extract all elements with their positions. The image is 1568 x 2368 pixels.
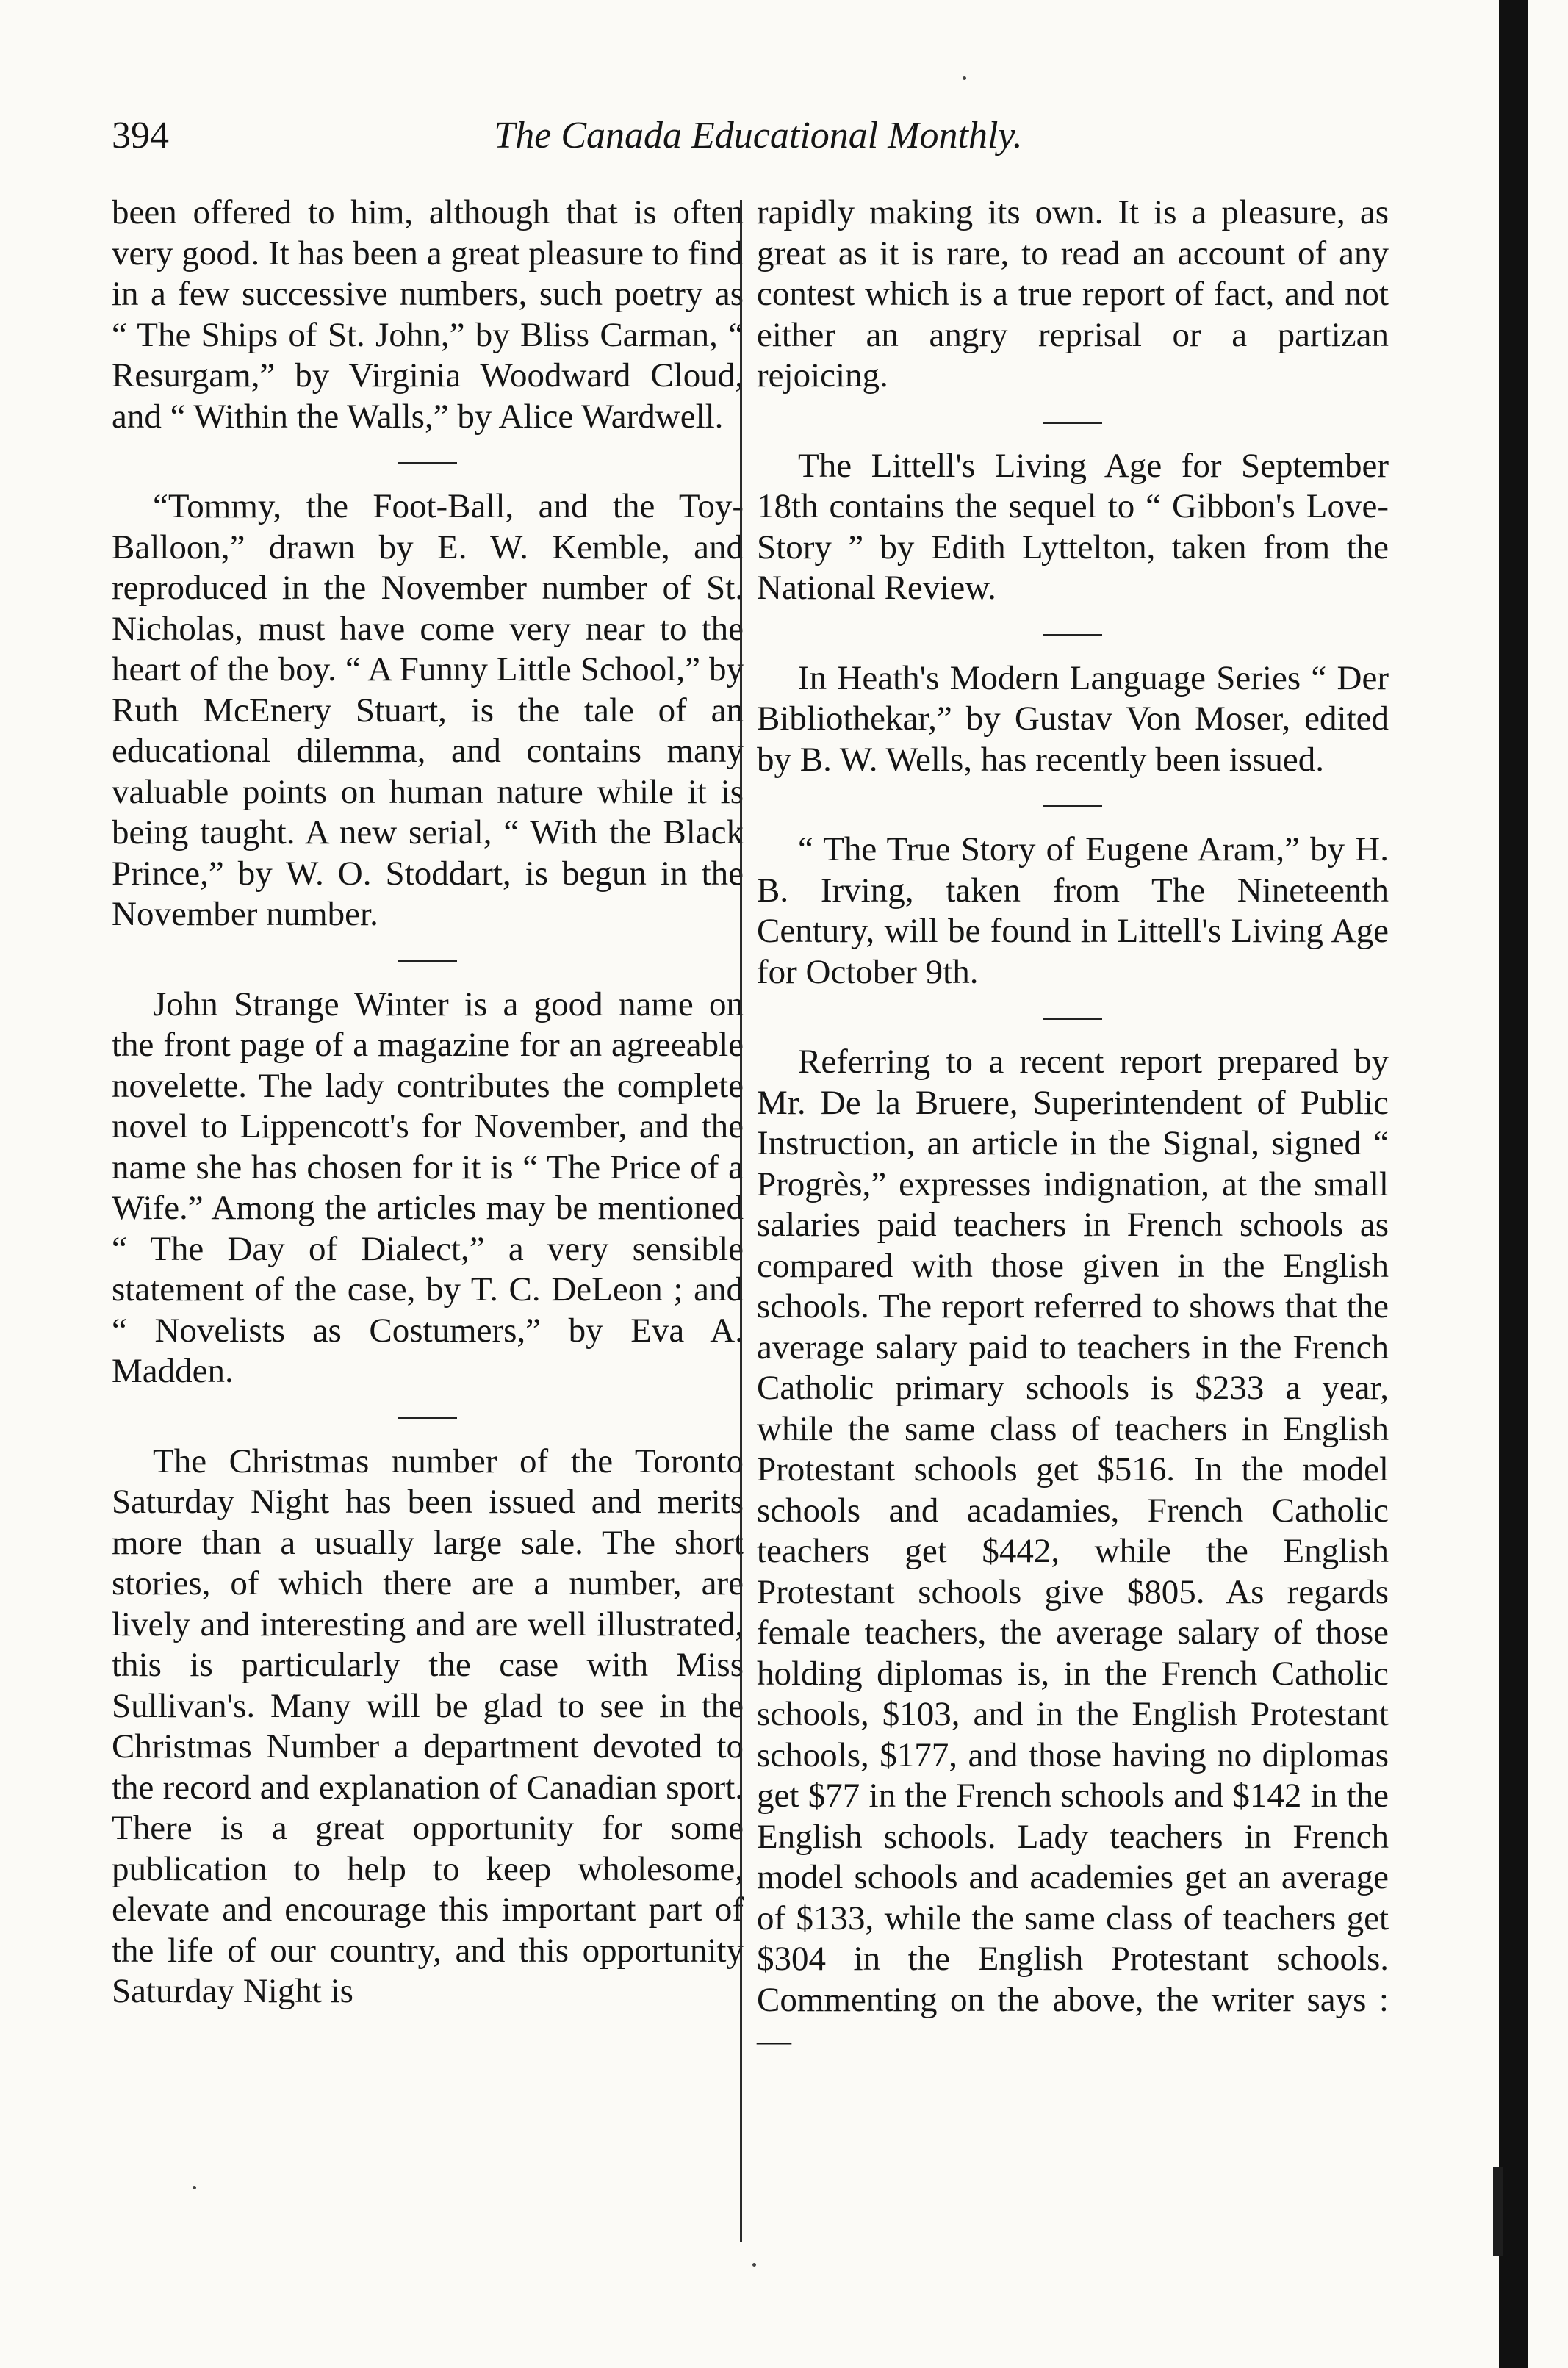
paragraph: been offered to him, although that is often very good. It has been a great pleasure to find in a few successive numbers, such poetry as “ The Ships of St. John,” by Bliss Carman, “ Resurgam,” by Virginia Woodward Cloud, and “ Within the Walls,” by Alice Wardwell. [112,193,744,436]
section-divider [1043,422,1102,424]
section-divider [398,462,457,464]
scan-edge-mark [1493,2167,1503,2256]
section-divider [1043,805,1102,807]
section-divider [1043,1018,1102,1020]
paragraph: “Tommy, the Foot-Ball, and the Toy-Balloon,” drawn by E. W. Kemble, and reproduced in the November number of St. Nicholas, must have come very near to the heart of the boy. “ A Funny Little School,” by Ruth McEnery Stuart, is the tale of an educational dilemma, and contains many valuable points on human nature while it is being taught. A new serial, “ With the Black Prince,” by W. O. Stoddart, is begun in the November number. [112,487,744,933]
page-header [112,103,1405,169]
paragraph: John Strange Winter is a good name on the front page of a magazine for an agreeable novelette. The lady contributes the complete novel to Lippencott's for November, and the name she has chosen for it is “ The Price of a Wife.” Among the articles may be mentioned “ The Day of Dialect,” a very sensible statement of the case, by T. C. DeLeon ; and “ Novelists as Costumers,” by Eva A. Madden. [112,985,744,1390]
scan-speck [963,76,966,80]
paragraph: rapidly making its own. It is a pleasure, as great as it is rare, to read an account of any contest which is a true report of fact, and not either an angry reprisal or a partizan rejoicing. [757,193,1389,395]
section-divider [1043,634,1102,636]
scan-speck [193,2186,196,2189]
page-number: 394 [112,115,169,156]
paragraph: The Christmas number of the Toronto Saturday Night has been issued and merits more than a usually large sale. The short stories, of which there are a number, are lively and interesting and are well illustrated, this is particularly the case with Miss Sullivan's. Many will be glad to see in the Christmas Number a department devoted to the record and explanation of Canadian sport. There is a great opportunity for some publication to help to keep wholesome, elevate and encourage this important part of the life of our country, and this opportunity Saturday Night is [112,1442,744,2010]
paragraph: Referring to a recent report prepared by Mr. De la Bruere, Superintendent of Public Instruction, an article in the Signal, signed “ Progrès,” expresses indignation, at the small salaries paid teachers in French schools as compared with those given in the English schools. The report referred to shows that the average salary paid to teachers in the French Catholic primary schools is $233 a year, while the same class of teachers in English Protestant schools get $516. In the model schools and acadamies, French Catholic teachers get $442, while the English Protestant schools give $805. As regards female teachers, the average salary of those holding diplomas is, in the French Catholic schools, $103, and in the English Protestant schools, $177, and those having no diplomas get $77 in the French schools and $142 in the English schools. Lady teachers in French model schools and academies get an average of $133, while the same class of teachers get $304 in the English Protestant schools. Commenting on the above, the writer says :— [757,1043,1389,2059]
left-column [112,192,744,2012]
column-rule [740,200,742,2242]
paragraph: The Littell's Living Age for September 18th contains the sequel to “ Gibbon's Love-Story ” by Edith Lyttelton, taken from the National Review. [757,446,1389,607]
running-title: The Canada Educational Monthly. [494,115,1023,156]
paragraph: In Heath's Modern Language Series “ Der Bibliothekar,” by Gustav Von Moser, edited by B. W. Wells, has recently been issued. [757,658,1389,779]
scan-edge-bar [1499,0,1528,2368]
section-divider [398,1417,457,1419]
scan-speck [752,2263,756,2267]
paragraph: “ The True Story of Eugene Aram,” by H. B. Irving, taken from The Nineteenth Century, will be found in Littell's Living Age for October 9th. [757,830,1389,991]
section-divider [398,960,457,962]
right-column [757,192,1389,2062]
